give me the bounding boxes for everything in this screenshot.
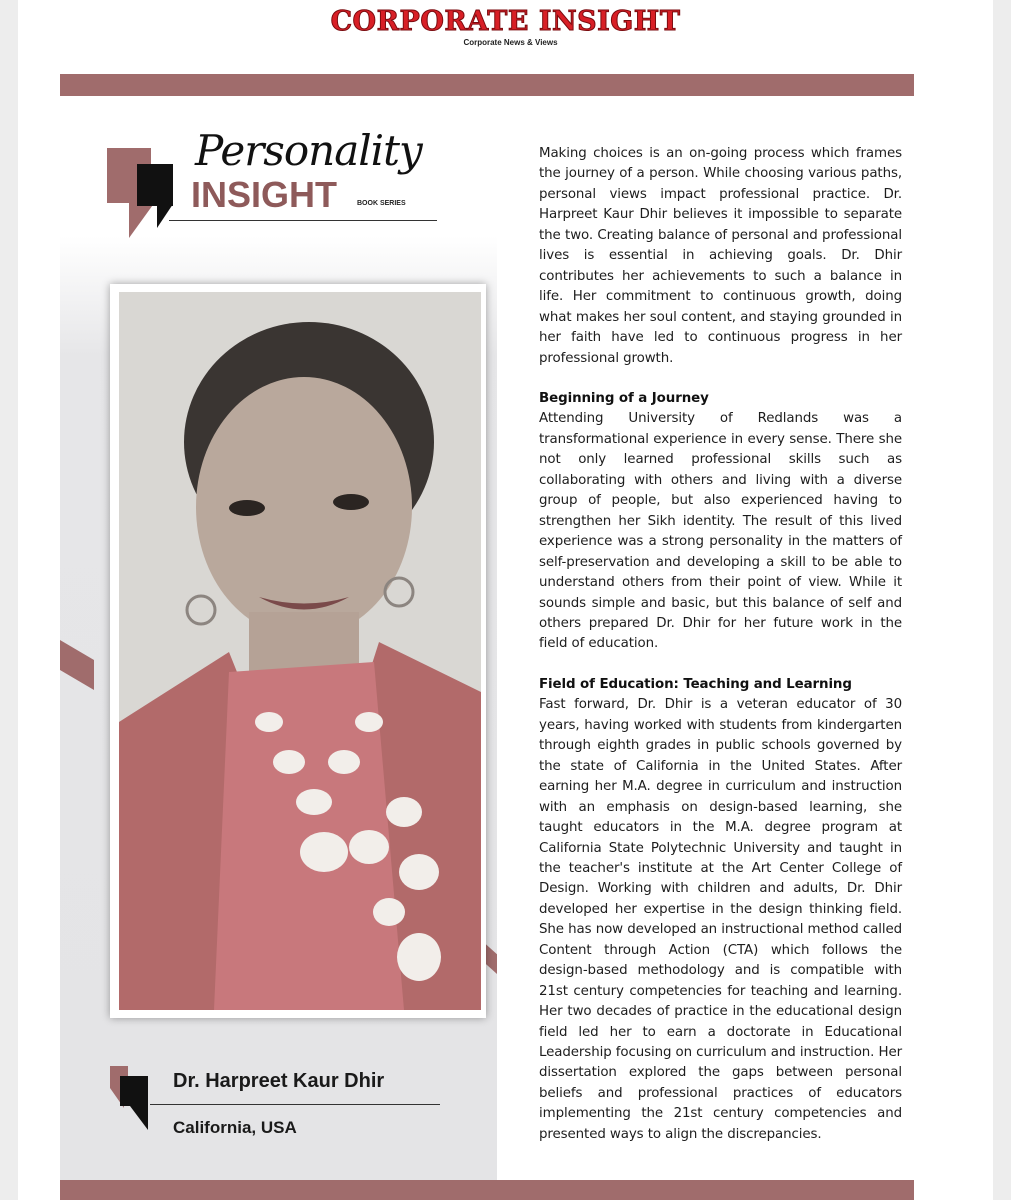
logo-quote-tail	[129, 202, 155, 238]
article-body	[539, 144, 902, 1145]
section-body-journey: Attending University of Redlands was a transformational experience in every sense. There she not only learned professional skills such as collaborating with others and living with a diverse group of people, but also experienced having to strengthen her Sikh identity. The result of this lived experience was a strong personality in the matters of self-preservation and developing a skill to be able to understand others from their point of view. While it sounds simple and basic, but this balance of self and others prepared Dr. Dhir for her future work in the field of education.	[539, 411, 902, 652]
section-heading-journey: Beginning of a Journey	[539, 390, 709, 406]
personality-insight-logo	[107, 126, 447, 246]
name-divider	[150, 1104, 440, 1105]
bottom-band	[60, 1180, 914, 1200]
logo-quote-mark	[137, 164, 173, 206]
logo-underline	[169, 220, 437, 221]
masthead	[18, 6, 993, 47]
portrait-photo	[119, 292, 481, 1010]
section-heading-education: Field of Education: Teaching and Learning	[539, 676, 852, 692]
article-intro: Making choices is an on-going process which frames the journey of a person. While choosing various paths, personal views impact professional practice. Dr. Harpreet Kaur Dhir believes it impossible to separate the two. Creating balance of personal and professional lives is essential in achieving goals. Dr. Dhir contributes her achievements to such a balance in life. Her commitment to continuous growth, doing what makes her soul content, and staying grounded in her faith have led to continuous progress in her professional growth.	[539, 146, 902, 366]
profile-location: California, USA	[173, 1118, 297, 1137]
top-band	[60, 74, 914, 96]
section-body-education: Fast forward, Dr. Dhir is a veteran educator of 30 years, having worked with students from kindergarten through eighth grades in public schools governed by the state of California in the United States. After earning her M.A. degree in curriculum and instruction with an emphasis on design-based learning, she taught educators in the M.A. degree program at California State Polytechnic University and taught in the teacher's institute at the Art Center College of Design. Working with children and adults, Dr. Dhir developed her expertise in the design thinking field. She has now developed an instructional method called Content through Action (CTA) which follows the design-based methodology and is compatible with 21st century competencies for teaching and learning. Her two decades of practice in the educational design field led her to earn a doctorate in Educational Leadership focusing on curriculum and instruction. Her dissertation explored the gaps between personal beliefs and professional practices of educators implementing the 21st century competencies and presented ways to align the discrepancies.	[539, 697, 902, 1142]
masthead-title: CORPORATE INSIGHT	[330, 6, 681, 37]
name-quote-icon	[110, 1066, 150, 1132]
logo-series-label: BOOK SERIES	[357, 200, 406, 207]
masthead-subtitle: Corporate News & Views	[463, 38, 558, 47]
logo-script-text: Personality	[195, 126, 422, 175]
logo-insight-text: INSIGHT	[191, 174, 338, 215]
profile-name: Dr. Harpreet Kaur Dhir	[173, 1070, 385, 1092]
logo-quote-mark-tail	[157, 204, 173, 228]
